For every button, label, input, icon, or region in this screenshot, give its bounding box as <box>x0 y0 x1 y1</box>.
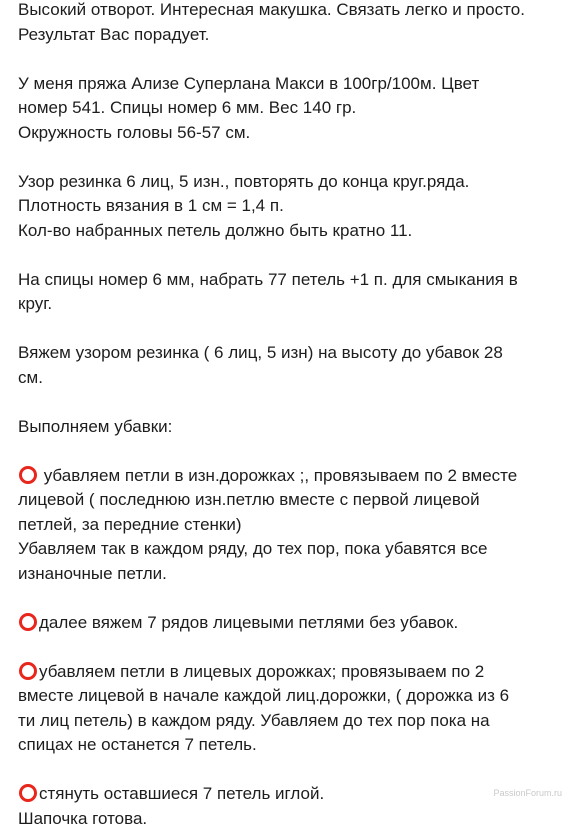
step1-line-5: изнаночные петли. <box>18 562 563 587</box>
step2-line <box>18 611 563 636</box>
rib-line-2: см. <box>18 366 563 391</box>
step3-text-1: убавляем петли в лицевых дорожках; провязываем по 2 <box>39 662 484 681</box>
step4-text-1: стянуть оставшиеся 7 петель иглой. <box>39 784 324 803</box>
step1-text-1: убавляем петли в изн.дорожках ;, провязываем по 2 вместе <box>44 466 517 485</box>
red-circle-icon <box>19 784 37 802</box>
step3-line-3: ти лиц петель) в каждом ряду. Убавляем до тех пор пока на <box>18 709 563 734</box>
step2-text: далее вяжем 7 рядов лицевыми петлями без убавок. <box>39 613 458 632</box>
watermark: PassionForum.ru <box>493 788 562 798</box>
step1-line-1 <box>18 464 563 489</box>
step3-line-2: вместе лицевой в начале каждой лиц.дорожки, ( дорожка из 6 <box>18 684 563 709</box>
cast-on-line-1: На спицы номер 6 мм, набрать 77 петель +1 п. для смыкания в <box>18 268 563 293</box>
article-body <box>18 0 563 831</box>
red-circle-icon <box>19 662 37 680</box>
pattern-line-3: Кол-во набранных петель должно быть кратно 11. <box>18 219 563 244</box>
yarn-line-3: Окружность головы 56-57 см. <box>18 121 563 146</box>
rib-line-1: Вяжем узором резинка ( 6 лиц, 5 изн) на высоту до убавок 28 <box>18 341 563 366</box>
step4-line-1 <box>18 782 563 807</box>
intro-line-1: Высокий отворот. Интересная макушка. Связать легко и просто. <box>18 0 563 23</box>
step1-line-3: петлей, за передние стенки) <box>18 513 563 538</box>
red-circle-icon <box>19 613 37 631</box>
pattern-line-1: Узор резинка 6 лиц, 5 изн., повторять до конца круг.ряда. <box>18 170 563 195</box>
step3-line-1 <box>18 660 563 685</box>
step3-line-4: спицах не останется 7 петель. <box>18 733 563 758</box>
yarn-line-2: номер 541. Спицы номер 6 мм. Вес 140 гр. <box>18 96 563 121</box>
pattern-line-2: Плотность вязания в 1 см = 1,4 п. <box>18 194 563 219</box>
decreases-heading: Выполняем убавки: <box>18 415 563 440</box>
intro-line-2: Результат Вас порадует. <box>18 23 563 48</box>
step1-line-4: Убавляем так в каждом ряду, до тех пор, пока убавятся все <box>18 537 563 562</box>
step4-line-2: Шапочка готова. <box>18 807 563 831</box>
yarn-line-1: У меня пряжа Ализе Суперлана Макси в 100гр/100м. Цвет <box>18 72 563 97</box>
red-circle-icon <box>19 466 37 484</box>
step1-line-2: лицевой ( последнюю изн.петлю вместе с первой лицевой <box>18 488 563 513</box>
cast-on-line-2: круг. <box>18 292 563 317</box>
